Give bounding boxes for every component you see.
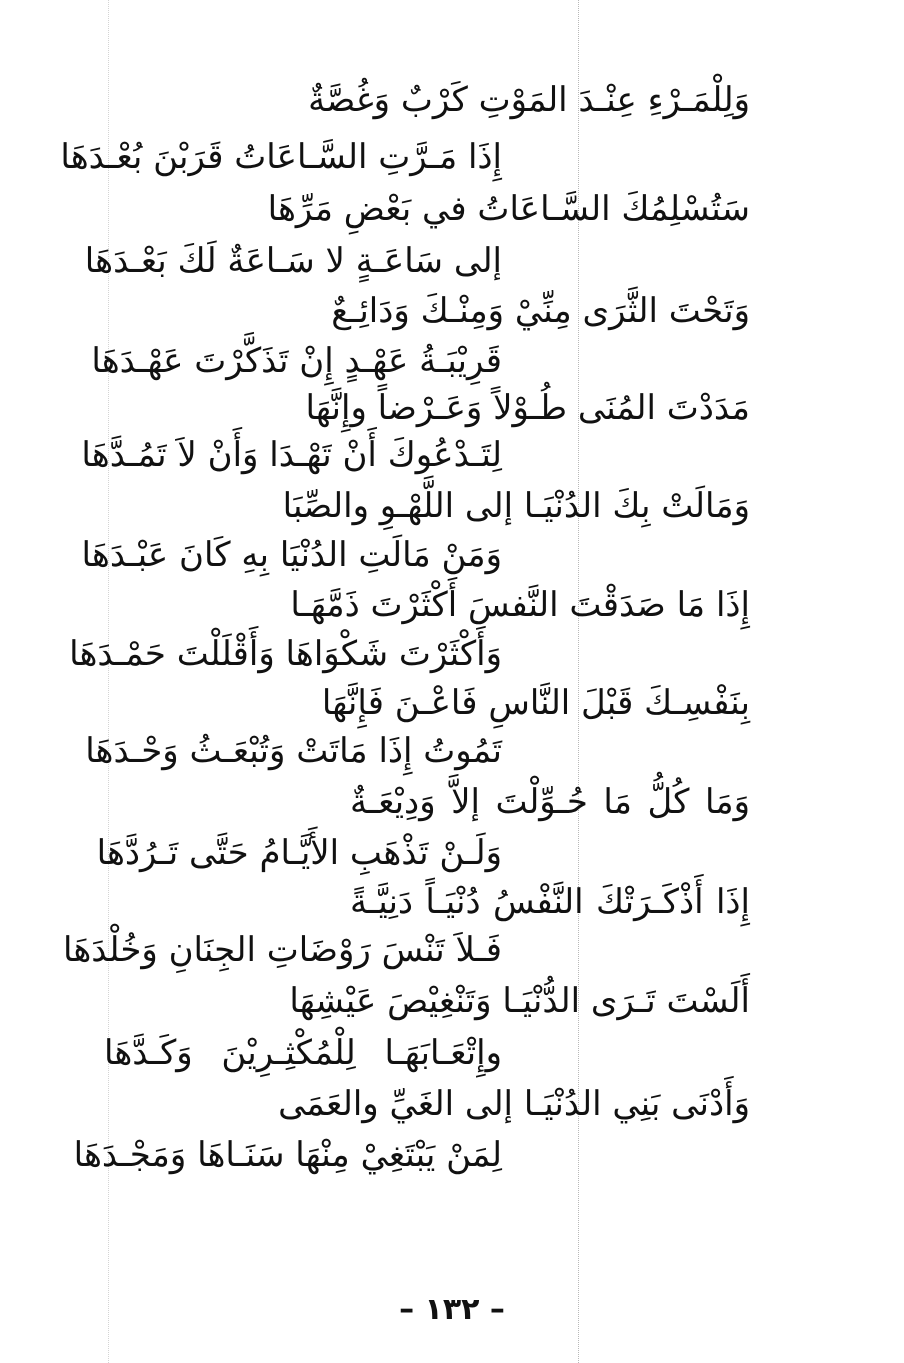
verse-3-first-hemistich: وَتَحْتَ الثَّرَى مِنِّيْ وَمِنْـكَ وَدَائِـعٌ — [331, 291, 750, 331]
verse-6-second-hemistich: وَأَكْثَرْتَ شَكْوَاهَا وَأَقْلَلْتَ حَمْـدَهَا — [69, 634, 502, 674]
verse-7-first-hemistich: بِنَفْسِـكَ قَبْلَ النَّاسِ فَاعْـنَ فَإِنَّهَا — [321, 683, 750, 723]
verse-7-second-hemistich: تَمُوتُ إِذَا مَاتَتْ وَتُبْعَـثُ وَحْـدَهَا — [85, 731, 502, 771]
verse-11-second-hemistich: لِمَنْ يَبْتَغِيْ مِنْهَا سَنَـاهَا وَمَجْـدَهَا — [73, 1135, 502, 1175]
verse-8-first-hemistich: وَمَا كُلُّ مَا حُـوِّلْتَ إلاَّ وَدِيْعَـةٌ — [350, 782, 750, 822]
verse-9-first-hemistich: إِذَا أَذْكَـرَتْكَ النَّفْسُ دُنْيَـاً دَنِيَّـةً — [350, 882, 750, 922]
verse-11-first-hemistich: وَأَدْنَى بَنِي الدُنْيَـا إلى الغَيِّ والعَمَى — [278, 1084, 750, 1124]
verse-4-second-hemistich: لِتَـدْعُوكَ أَنْ تَهْـدَا وَأَنْ لاَ تَمُـدَّهَا — [81, 435, 502, 475]
verse-4-first-hemistich: مَدَدْتَ المُنَى طُـوْلاً وَعَـرْضاً وإِنَّهَا — [305, 388, 750, 428]
verse-10-second-hemistich: وإِتْعَـابَهَـا لِلْمُكْثِـرِيْنَ وَكَـدَّهَا — [104, 1033, 502, 1073]
verse-5-second-hemistich: وَمَنْ مَالَتِ الدُنْيَا بِهِ كَانَ عَبْـدَهَا — [81, 535, 502, 575]
verse-2-first-hemistich: سَتُسْلِمُكَ السَّـاعَاتُ في بَعْضِ مَرِّهَا — [267, 189, 750, 229]
verse-9-second-hemistich: فَـلاَ تَنْسَ رَوْضَاتِ الجِنَانِ وَخُلْدَهَا — [62, 930, 502, 970]
verse-10-first-hemistich: أَلَسْتَ تَـرَى الدُّنْيَـا وَتَنْغِيْصَ عَيْشِهَا — [289, 981, 750, 1021]
verse-6-first-hemistich: إِذَا مَا صَدَقْتَ النَّفسَ أَكْثَرْتَ ذَمَّهَـا — [290, 585, 750, 625]
verse-8-second-hemistich: وَلَـنْ تَذْهَبِ الأَيَّـامُ حَتَّى تَـرُدَّهَا — [96, 833, 502, 873]
verse-3-second-hemistich: قَرِيْبَـةُ عَهْـدٍ إِنْ تَذَكَّرْتَ عَهْـدَهَا — [91, 341, 502, 381]
verse-1-first-hemistich: وَلِلْمَـرْءِ عِنْـدَ المَوْتِ كَرْبٌ وَغُصَّةٌ — [308, 80, 750, 120]
page-number: – ١٣٢ – — [399, 1292, 505, 1327]
verse-1-second-hemistich: إِذَا مَـرَّتِ السَّـاعَاتُ قَرَبْنَ بُعْـدَهَا — [60, 137, 502, 177]
verse-2-second-hemistich: إلى سَاعَـةٍ لا سَـاعَةٌ لَكَ بَعْـدَهَا — [84, 241, 502, 281]
verse-5-first-hemistich: وَمَالَتْ بِكَ الدُنْيَـا إلى اللَّهْـوِ والصِّبَا — [282, 486, 750, 526]
